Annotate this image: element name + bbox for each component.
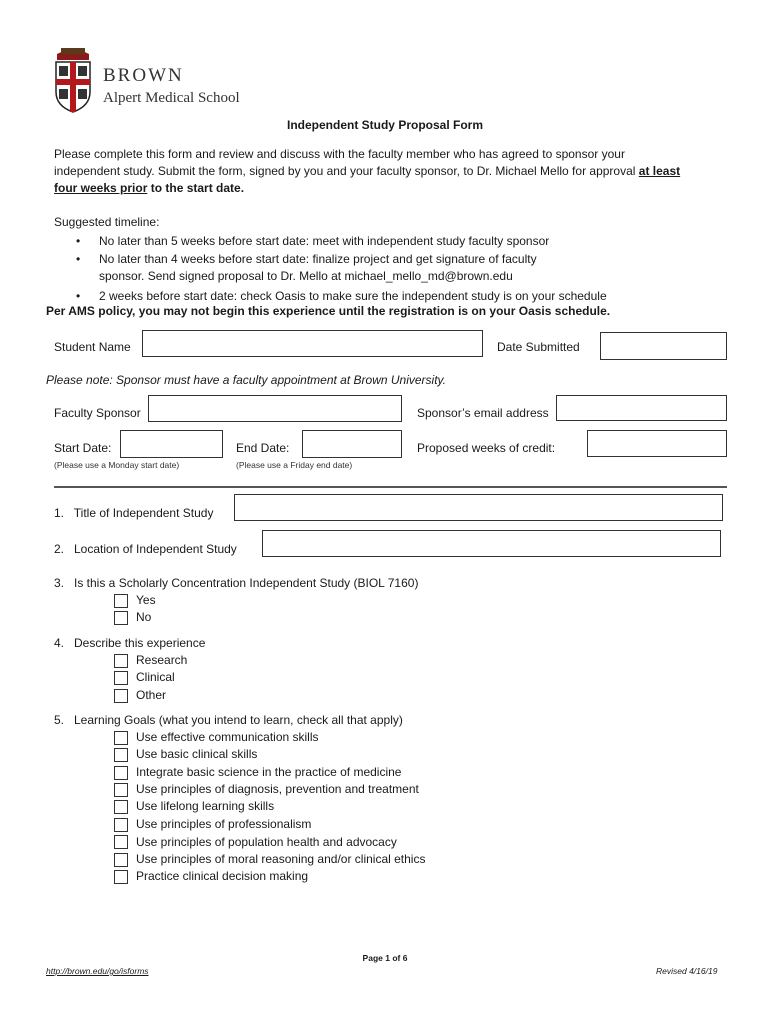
- other-checkbox[interactable]: [114, 689, 128, 703]
- logo-school: Alpert Medical School: [103, 90, 240, 106]
- timeline-item-2-line-2: sponsor. Send signed proposal to Dr. Mello at michael_mello_md@brown.edu: [99, 269, 513, 283]
- goal-checkbox[interactable]: [114, 818, 128, 832]
- start-date-label: Start Date:: [54, 441, 112, 455]
- intro-emphasis-four-weeks: four weeks prior: [54, 181, 148, 195]
- goal-clinical-skills: Use basic clinical skills: [136, 747, 258, 761]
- logo-university: BROWN: [103, 65, 184, 86]
- start-date-hint: (Please use a Monday start date): [54, 460, 180, 470]
- question-3-label: 3. Is this a Scholarly Concentration Independent Study (BIOL 7160): [54, 576, 419, 590]
- study-title-input[interactable]: [234, 494, 723, 521]
- section-divider: [54, 486, 727, 488]
- goal-checkbox[interactable]: [114, 835, 128, 849]
- question-1-label: 1. Title of Independent Study: [54, 506, 214, 520]
- brown-shield-logo: [53, 46, 93, 114]
- study-location-input[interactable]: [262, 530, 721, 557]
- research-checkbox[interactable]: [114, 654, 128, 668]
- policy-statement: Per AMS policy, you may not begin this experience until the registration is on your Oasis schedule.: [46, 304, 611, 318]
- goal-communication: Use effective communication skills: [136, 730, 319, 744]
- intro-line-3: [54, 180, 244, 197]
- goal-diagnosis: Use principles of diagnosis, prevention and treatment: [136, 782, 419, 796]
- intro-line-2-text: independent study. Submit the form, signed by you and your faculty sponsor, to Dr. Michael Mello for approval: [54, 164, 636, 178]
- goal-checkbox[interactable]: [114, 800, 128, 814]
- goal-checkbox[interactable]: [114, 853, 128, 867]
- timeline-item-2-line-1: No later than 4 weeks before start date: finalize project and get signature of faculty: [99, 252, 537, 266]
- revised-date: Revised 4/16/19: [656, 966, 718, 976]
- intro-line-3-end: to the start date.: [150, 181, 245, 195]
- goal-checkbox[interactable]: [114, 870, 128, 884]
- intro-emphasis-at-least: at least: [638, 164, 681, 178]
- bullet-icon: •: [76, 289, 81, 303]
- option-research: Research: [136, 653, 188, 667]
- faculty-sponsor-label: Faculty Sponsor: [54, 406, 141, 420]
- goal-lifelong-learning: Use lifelong learning skills: [136, 799, 275, 813]
- sponsor-email-input[interactable]: [556, 395, 727, 421]
- question-2-label: 2. Location of Independent Study: [54, 542, 237, 556]
- bullet-icon: •: [76, 252, 81, 266]
- intro-line-2: [54, 163, 680, 180]
- sponsor-note: Please note: Sponsor must have a faculty appointment at Brown University.: [46, 373, 446, 387]
- page-number: Page 1 of 6: [362, 953, 408, 963]
- option-other: Other: [136, 688, 167, 702]
- goal-checkbox[interactable]: [114, 783, 128, 797]
- student-name-label: Student Name: [54, 340, 131, 354]
- option-clinical: Clinical: [136, 670, 175, 684]
- weeks-credit-input[interactable]: [587, 430, 727, 457]
- goal-checkbox[interactable]: [114, 731, 128, 745]
- goal-checkbox[interactable]: [114, 766, 128, 780]
- student-name-input[interactable]: [142, 330, 483, 357]
- date-submitted-input[interactable]: [600, 332, 727, 360]
- goal-population-health: Use principles of population health and advocacy: [136, 835, 397, 849]
- end-date-hint: (Please use a Friday end date): [236, 460, 353, 470]
- question-5-label: 5. Learning Goals (what you intend to learn, check all that apply): [54, 713, 403, 727]
- end-date-input[interactable]: [302, 430, 402, 458]
- clinical-checkbox[interactable]: [114, 671, 128, 685]
- no-checkbox[interactable]: [114, 611, 128, 625]
- faculty-sponsor-input[interactable]: [148, 395, 402, 422]
- option-no: No: [136, 610, 152, 624]
- date-submitted-label: Date Submitted: [497, 340, 580, 354]
- forms-link[interactable]: http://brown.edu/go/isforms: [46, 966, 149, 976]
- goal-basic-science: Integrate basic science in the practice of medicine: [136, 765, 402, 779]
- goal-professionalism: Use principles of professionalism: [136, 817, 312, 831]
- yes-checkbox[interactable]: [114, 594, 128, 608]
- end-date-label: End Date:: [236, 441, 290, 455]
- timeline-heading: Suggested timeline:: [54, 215, 160, 229]
- start-date-input[interactable]: [120, 430, 223, 458]
- timeline-item-3: 2 weeks before start date: check Oasis to make sure the independent study is on your schedule: [99, 289, 607, 303]
- question-4-label: 4. Describe this experience: [54, 636, 206, 650]
- bullet-icon: •: [76, 234, 81, 248]
- goal-moral-reasoning: Use principles of moral reasoning and/or clinical ethics: [136, 852, 426, 866]
- form-title: Independent Study Proposal Form: [286, 118, 483, 132]
- intro-line-1: Please complete this form and review and discuss with the faculty member who has agreed to sponsor your: [54, 147, 625, 161]
- option-yes: Yes: [136, 593, 156, 607]
- sponsor-email-label: Sponsor’s email address: [417, 406, 549, 420]
- goal-decision-making: Practice clinical decision making: [136, 869, 309, 883]
- timeline-item-1: No later than 5 weeks before start date: meet with independent study faculty sponsor: [99, 234, 550, 248]
- weeks-credit-label: Proposed weeks of credit:: [417, 441, 556, 455]
- goal-checkbox[interactable]: [114, 748, 128, 762]
